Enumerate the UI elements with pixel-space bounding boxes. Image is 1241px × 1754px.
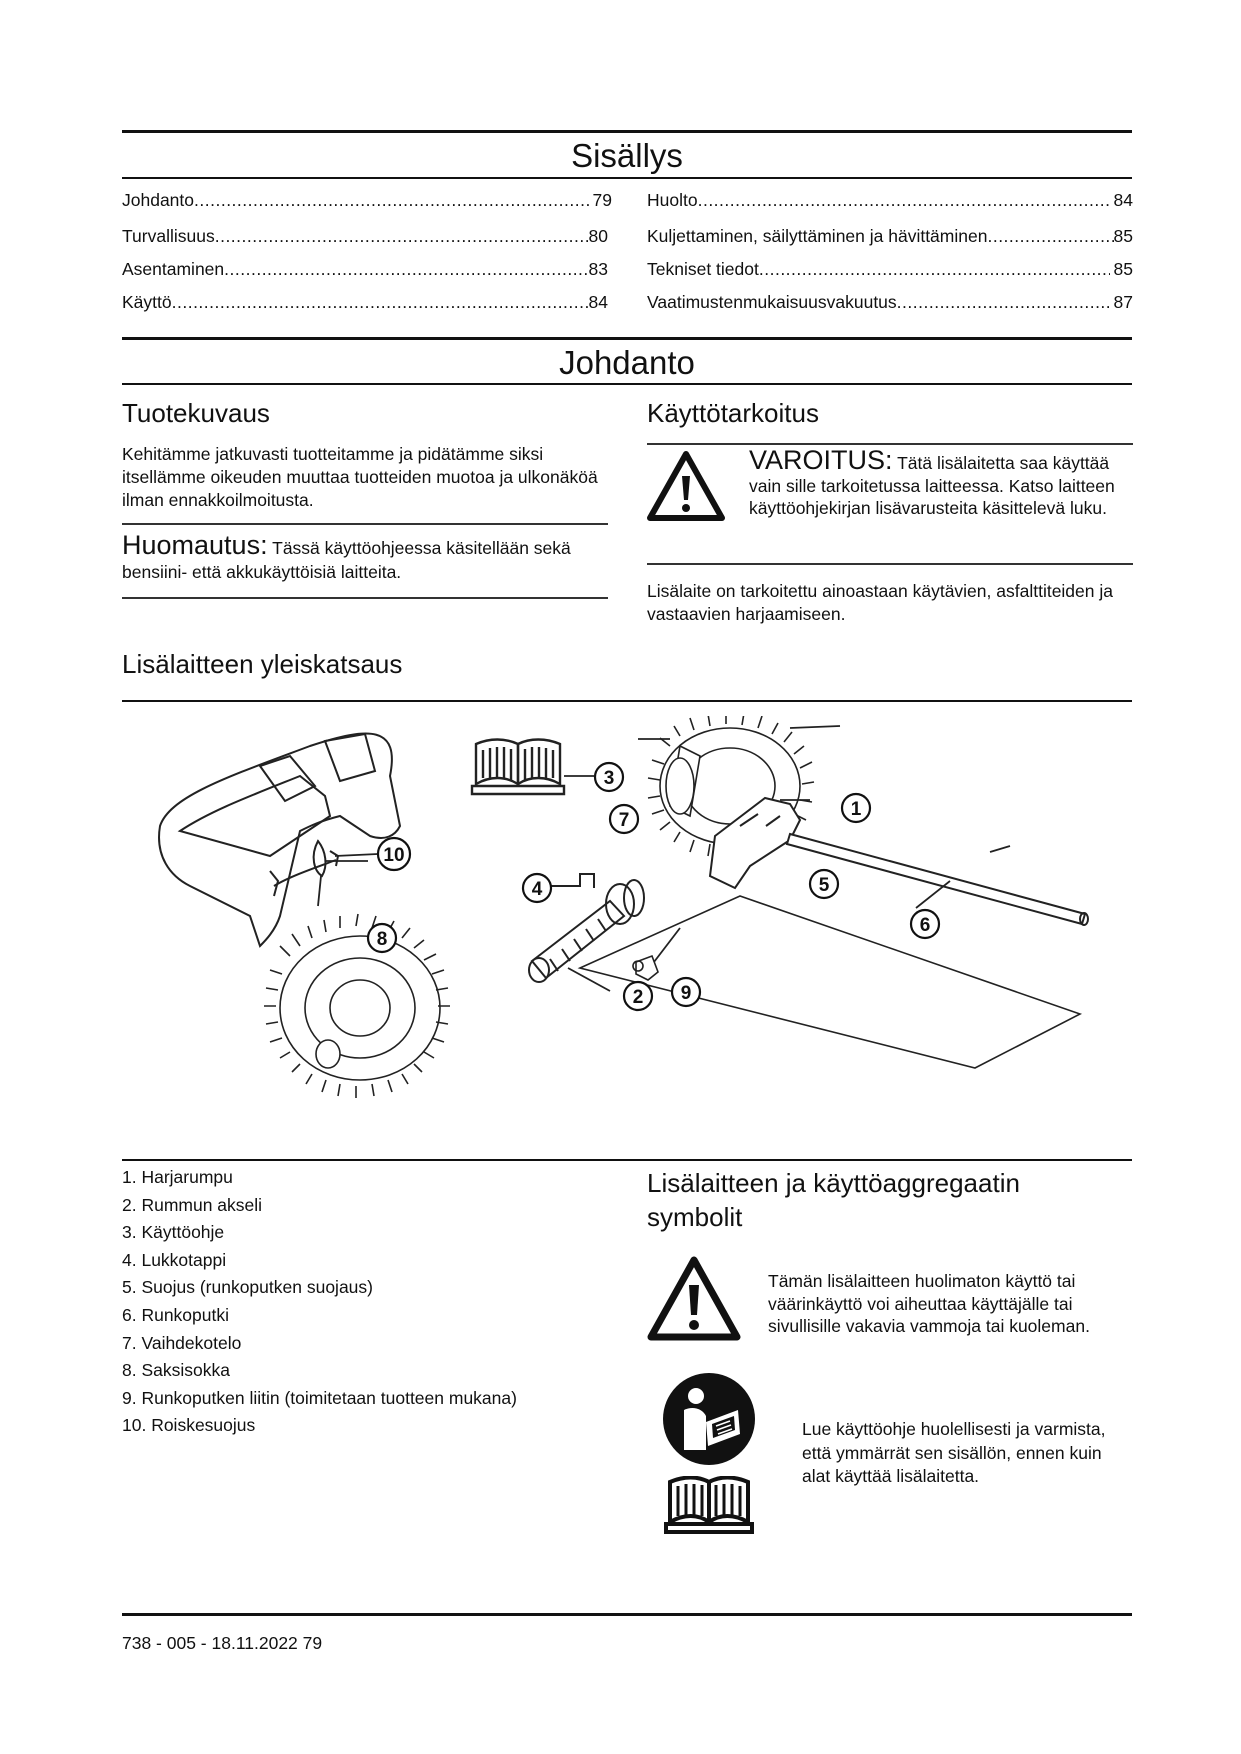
svg-text:3: 3 [603, 768, 615, 789]
product-description-text: Kehitämme jatkuvasti tuotteitamme ja pidätämme siksi itsellämme oikeuden muuttaa tuotteiden muotoa ja ulkonäköä ilman ennakkoilmoitusta. [122, 444, 598, 510]
locking-pin-drawing [548, 874, 594, 888]
callout-3 [595, 763, 623, 791]
callout-10 [378, 838, 410, 870]
product-description-heading: Tuotekuvaus [122, 398, 270, 428]
symbol-manual-text: Lue käyttöohje huolellisesti ja varmista, että ymmärrät sen sisällön, ennen kuin alat käyttää lisälaitetta. [802, 1419, 1106, 1486]
warning-box [749, 445, 1134, 520]
list-item: 5. Suojus (runkoputken suojaus) [122, 1277, 373, 1298]
callout-7 [610, 805, 638, 833]
coupling-drawing [580, 896, 1080, 1068]
toc-entry[interactable]: Turvallisuus ..... 80 [122, 225, 608, 247]
toc-entry[interactable]: Johdanto ..... 79 [122, 189, 612, 211]
overview-rule [122, 700, 1132, 702]
toc-entry[interactable]: Asentaminen ..... 83 [122, 258, 608, 280]
list-item: 4. Lukkotappi [122, 1249, 227, 1270]
list-item: 2. Rummun akseli [122, 1194, 263, 1215]
toc-entry[interactable]: Vaatimustenmukaisuusvakuutus ..... 87 [647, 291, 1133, 313]
callout-1 [842, 794, 870, 822]
warning-text: Tätä lisälaitetta saa käyttää vain sille tarkoitetussa laitteessa. Katso laitteen käyttöohjekirjan lisävarusteita käsittelevä luku. [749, 453, 1115, 518]
list-item: 6. Runkoputki [122, 1304, 230, 1325]
toc-title: Sisällys [571, 137, 683, 174]
footer-rule [122, 1613, 1132, 1616]
list-item: 3. Käyttöohje [122, 1222, 225, 1243]
list-item: 10. Roiskesuojus [122, 1415, 256, 1436]
intro-title-rule [122, 383, 1132, 385]
note-bottom-rule [122, 597, 608, 599]
intended-use-text: Lisälaite on tarkoitettu ainoastaan käytävien, asfalttiteiden ja vastaavien harjaamiseen. [647, 581, 1113, 624]
svg-text:2: 2 [632, 987, 644, 1008]
svg-text:5: 5 [818, 875, 830, 896]
svg-text:8: 8 [376, 929, 388, 950]
overview-heading: Lisälaitteen yleiskatsaus [122, 649, 403, 679]
splash-guard-drawing [159, 734, 400, 946]
warning-triangle-icon [646, 1255, 742, 1343]
callout-9 [672, 978, 700, 1006]
svg-text:10: 10 [383, 845, 405, 866]
toc-entry[interactable]: Huolto ..... 84 [647, 189, 1133, 211]
note-box [122, 530, 612, 584]
parts-list [122, 1164, 517, 1440]
svg-text:7: 7 [618, 810, 630, 831]
symbol-warning-text: Tämän lisälaitteen huolimaton käyttö tai väärinkäyttö voi aiheuttaa käyttäjälle tai sivullisille vakavia vammoja tai kuoleman. [768, 1271, 1090, 1336]
callout-2 [624, 982, 652, 1010]
callout-6 [911, 910, 939, 938]
symbols-heading: Lisälaitteen ja käyttöaggregaatin symbolit [647, 1168, 1020, 1232]
intended-use-heading: Käyttötarkoitus [647, 398, 819, 428]
parts-rule [122, 1159, 1132, 1161]
list-item: 1. Harjarumpu [122, 1167, 233, 1187]
intro-top-rule [122, 337, 1132, 340]
warning-triangle-icon [646, 450, 726, 522]
warning-label: VAROITUS: [749, 445, 893, 475]
note-label: Huomautus: [122, 530, 268, 560]
toc-entry[interactable]: Tekniset tiedot ..... 85 [647, 258, 1133, 280]
warning-bottom-rule [647, 563, 1133, 565]
toc-entry[interactable]: Kuljettaminen, säilyttäminen ja hävittäminen ..... 85 [647, 225, 1133, 247]
note-text: Tässä käyttöohjeessa käsitellään sekä bensiini- että akkukäyttöisiä laitteita. [122, 538, 571, 582]
read-manual-icon [662, 1372, 756, 1466]
brush-drum-loose-drawing [264, 914, 450, 1098]
svg-text:1: 1 [850, 799, 862, 820]
toc-entry[interactable]: Käyttö ..... 84 [122, 291, 608, 313]
callout-8 [368, 924, 396, 952]
callout-4 [523, 874, 551, 902]
toc-title-rule [122, 177, 1132, 179]
exploded-parts-illustration [150, 716, 1110, 1146]
manual-book-icon [664, 1476, 754, 1536]
svg-text:9: 9 [680, 983, 692, 1004]
toc-top-rule [122, 130, 1132, 133]
list-item: 9. Runkoputken liitin (toimitetaan tuotteen mukana) [122, 1387, 517, 1408]
svg-text:6: 6 [919, 915, 931, 936]
cotter-pin-drawing [314, 841, 326, 876]
manual-book-drawing [472, 740, 564, 795]
page-footer: 738 - 005 - 18.11.2022 79 [122, 1633, 323, 1653]
callout-5 [810, 870, 838, 898]
list-item: 7. Vaihdekotelo [122, 1332, 242, 1353]
list-item: 8. Saksisokka [122, 1360, 230, 1381]
note-top-rule [122, 523, 608, 525]
intro-title: Johdanto [559, 344, 695, 381]
svg-text:4: 4 [531, 879, 543, 900]
